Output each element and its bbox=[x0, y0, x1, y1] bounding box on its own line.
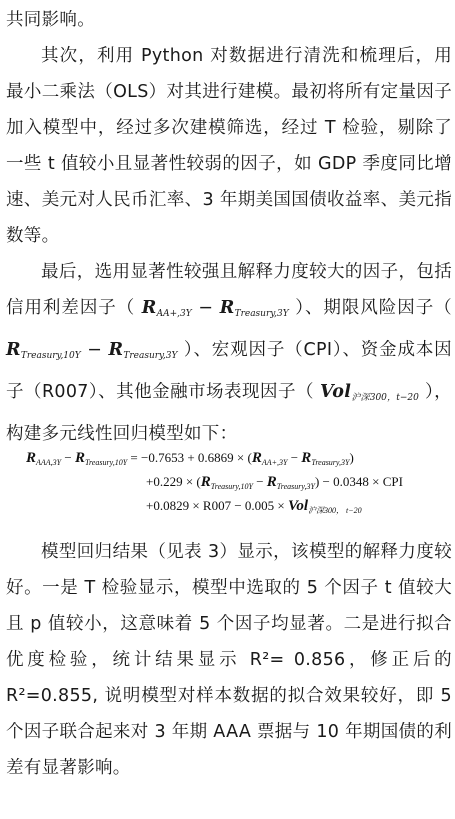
equation-symbol: Vol bbox=[288, 498, 309, 514]
paragraph-factor-selection bbox=[6, 254, 452, 452]
minus-sign: − bbox=[198, 298, 214, 318]
equation-line-1: $R_{AAA,3Y} - R_{Treasury,10Y} = -0.7653 + 0.6869 \times (R_{AA+,3Y} - R_{Treasury,3Y})$ bbox=[26, 450, 354, 467]
equation-text: +0.229 × ( bbox=[146, 474, 201, 489]
paragraph-results: 模型回归结果（见表 3）显示，该模型的解释力度较好。一是 T 检验显示，模型中选取的 5 个因子 t 值较大且 p 值较小，这意味着 5 个因子均显著。二是进行拟合优度检验，统计结果显示 R²= 0.856，修正后的 R²=0.855, 说明模型对样本数据的拟合效果较好，即 5 个因子联合起来对 3 年期 AAA 票据与 10 年期国债的利差有显著影响。 bbox=[6, 542, 452, 778]
factor-text-term: ）、期限风险因子（ bbox=[295, 298, 452, 318]
factor-text-macro: ）、宏观因子（CPI）、资金成本因子（R007）、其他金融市场表现因子（ bbox=[6, 340, 452, 402]
equation-subscript: AA+,3Y bbox=[261, 458, 288, 467]
subscript-treasury-10y: Treasury,10Y bbox=[20, 351, 81, 361]
subscript-hs300: 沪深300，t−20 bbox=[351, 393, 419, 403]
equation-operator: − bbox=[64, 450, 72, 465]
equation-operator: − bbox=[256, 474, 264, 489]
symbol-vol: Vol bbox=[319, 382, 352, 402]
equation-subscript: Treasury,3Y bbox=[276, 482, 315, 491]
equation-text: +0.0829 × R007 − 0.005 × bbox=[146, 498, 285, 513]
subscript-treasury-3y: Treasury,3Y bbox=[123, 351, 178, 361]
equation-symbol: R bbox=[251, 450, 262, 466]
factor-text-model: ），构建多元线性回归模型如下： bbox=[6, 382, 452, 444]
equation-text: = −0.7653 + 0.6869 × ( bbox=[130, 450, 252, 465]
equation-operator: − bbox=[290, 450, 299, 465]
equation-subscript: 沪深300， t−20 bbox=[308, 506, 362, 515]
subscript-aaplus-3y: AA+,3Y bbox=[156, 309, 192, 319]
equation-symbol: R bbox=[200, 474, 211, 490]
symbol-r: R bbox=[6, 340, 21, 360]
equation-subscript: Treasury,10Y bbox=[210, 482, 253, 491]
equation-line-3 bbox=[146, 498, 362, 516]
symbol-r: R bbox=[141, 298, 157, 318]
regression-equation bbox=[26, 450, 446, 526]
symbol-r: R bbox=[108, 340, 124, 360]
equation-symbol: R bbox=[74, 450, 85, 466]
equation-subscript: AAA,3Y bbox=[36, 458, 62, 467]
equation-text: ) − 0.0348 × CPI bbox=[314, 474, 403, 489]
equation-line-2 bbox=[146, 474, 403, 491]
minus-sign: − bbox=[87, 340, 103, 360]
equation-subscript: Treasury,3Y bbox=[311, 458, 350, 467]
equation-symbol: R bbox=[266, 474, 277, 490]
equation-symbol: R bbox=[26, 450, 37, 466]
symbol-r: R bbox=[219, 298, 235, 318]
subscript-treasury-3y: Treasury,3Y bbox=[234, 309, 289, 319]
paragraph-intro-end: 共同影响。 bbox=[6, 10, 95, 30]
equation-subscript: Treasury,10Y bbox=[84, 458, 128, 467]
equation-symbol: R bbox=[301, 450, 312, 466]
factor-text-credit: 最后，选用显著性较强且解释力度较大的因子，包括信用利差因子（ bbox=[6, 262, 452, 318]
paragraph-modeling: 其次，利用 Python 对数据进行清洗和梳理后，用最小二乘法（OLS）对其进行建模。最初将所有定量因子加入模型中，经过多次建模筛选，经过 T 检验，剔除了一些 t 值较小且显著性较弱的因子，如 GDP 季度同比增速、美元对人民币汇率、3 年期美国国债收益率、美元指数等。 bbox=[6, 46, 452, 246]
